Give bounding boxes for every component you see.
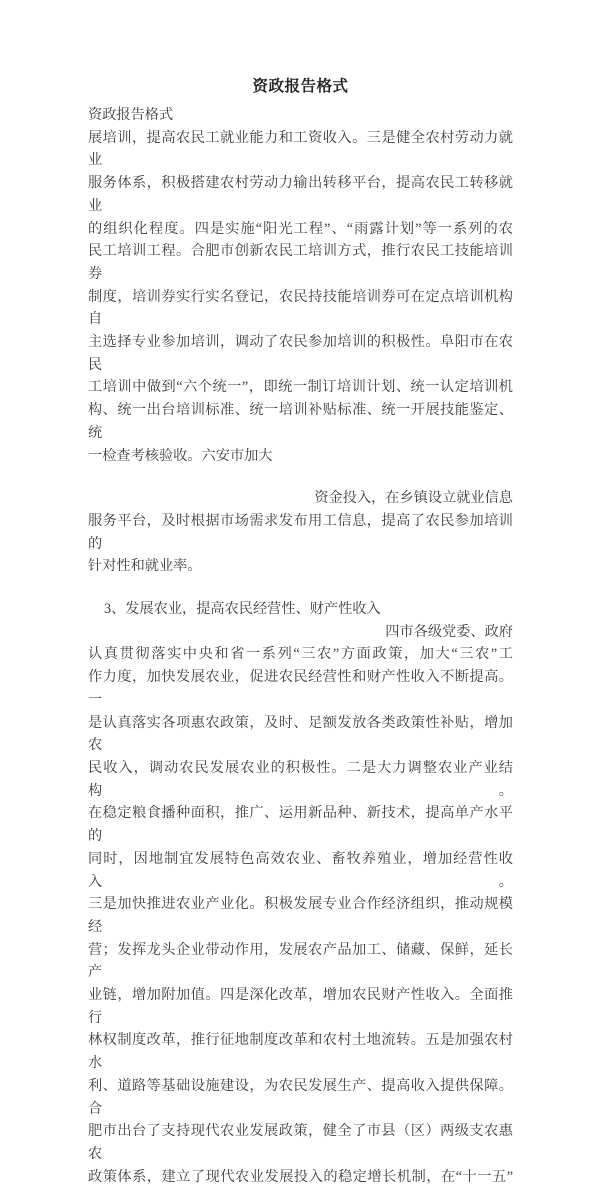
text-line: 肥市出台了支持现代农业发展政策，健全了市县（区）两级支农惠农 xyxy=(88,1123,513,1162)
text-line: 三是加快推进农业产业化。积极发展专业合作经济组织，推动规模经 xyxy=(88,896,513,935)
text-line: 展培训，提高农民工就业能力和工资收入。三是健全农村劳动力就业 xyxy=(88,129,513,169)
text-line: 政策体系，建立了现代农业发展投入的稳定增长机制，在“十一五” xyxy=(88,1168,513,1185)
text-line: 业链，增加附加值。四是深化改革，增加农民财产性收入。全面推行 xyxy=(88,987,513,1026)
paragraph-break xyxy=(88,467,513,487)
text-line: 服务平台，及时根据市场需求发布用工信息，提高了农民参加培训的 xyxy=(88,512,513,552)
text-line: 认真贯彻落实中央和省一系列“三农”方面政策，加大“三农”工 xyxy=(88,646,513,663)
text-line: 林权制度改革，推行征地制度改革和农村土地流转。五是加强农村水 xyxy=(88,1032,513,1072)
text-line: 民收入，调动农民发展农业的积极性。二是大力调整农业产业结构。 xyxy=(88,759,513,799)
text-line: 资金投入，在乡镇设立就业信息 xyxy=(314,490,513,507)
paragraph-break xyxy=(88,578,513,598)
text-line: 主选择专业参加培训，调动了农民参加培训的积极性。阜阳市在农民 xyxy=(88,334,513,373)
text-line: 的组织化程度。四是实施“阳光工程”、“雨露计划”等一系列的农 xyxy=(88,220,513,237)
text-line: 四市各级党委、政府 xyxy=(385,623,513,640)
text-line: 同时，因地制宜发展特色高效农业、畜牧养殖业，增加经营性收入。 xyxy=(88,850,513,890)
text-line: 工培训中做到“六个统一”，即统一制订培训计划、统一认定培训机 xyxy=(88,379,513,396)
text-line: 构、统一出台培训标准、统一培训补贴标准、统一开展技能鉴定、统 xyxy=(88,402,513,441)
text-line: 服务体系，积极搭建农村劳动力输出转移平台，提高农民工转移就业 xyxy=(88,175,513,214)
text-line: 利、道路等基础设施建设，为农民发展生产、提高收入提供保障。合 xyxy=(88,1077,513,1117)
document-title: 资政报告格式 xyxy=(252,78,349,95)
text-line: 制度，培训券实行实名登记，农民持技能培训券可在定点培训机构自 xyxy=(88,288,513,328)
text-line: 在稳定粮食播种面积，推广、运用新品种、新技术，提高单产水平的 xyxy=(88,805,513,845)
text-line: 营；发挥龙头企业带动作用，发展农产品加工、储藏、保鲜，延长产 xyxy=(88,941,513,981)
document-subtitle: 资政报告格式 xyxy=(88,107,174,123)
text-line: 一检查考核验收。六安市加大 xyxy=(88,447,273,464)
section-heading: 3、发展农业，提高农民经营性、财产性收入 xyxy=(104,601,381,618)
text-line: 民工培训工程。合肥市创新农民工培训方式，推行农民工技能培训券 xyxy=(88,243,513,282)
text-line: 是认真落实各项惠农政策，及时、足额发放各类政策性补贴，增加农 xyxy=(88,714,513,754)
text-line: 作力度，加快发展农业，促进农民经营性和财产性收入不断提高。一 xyxy=(88,669,513,708)
text-line: 针对性和就业率。 xyxy=(88,558,202,575)
